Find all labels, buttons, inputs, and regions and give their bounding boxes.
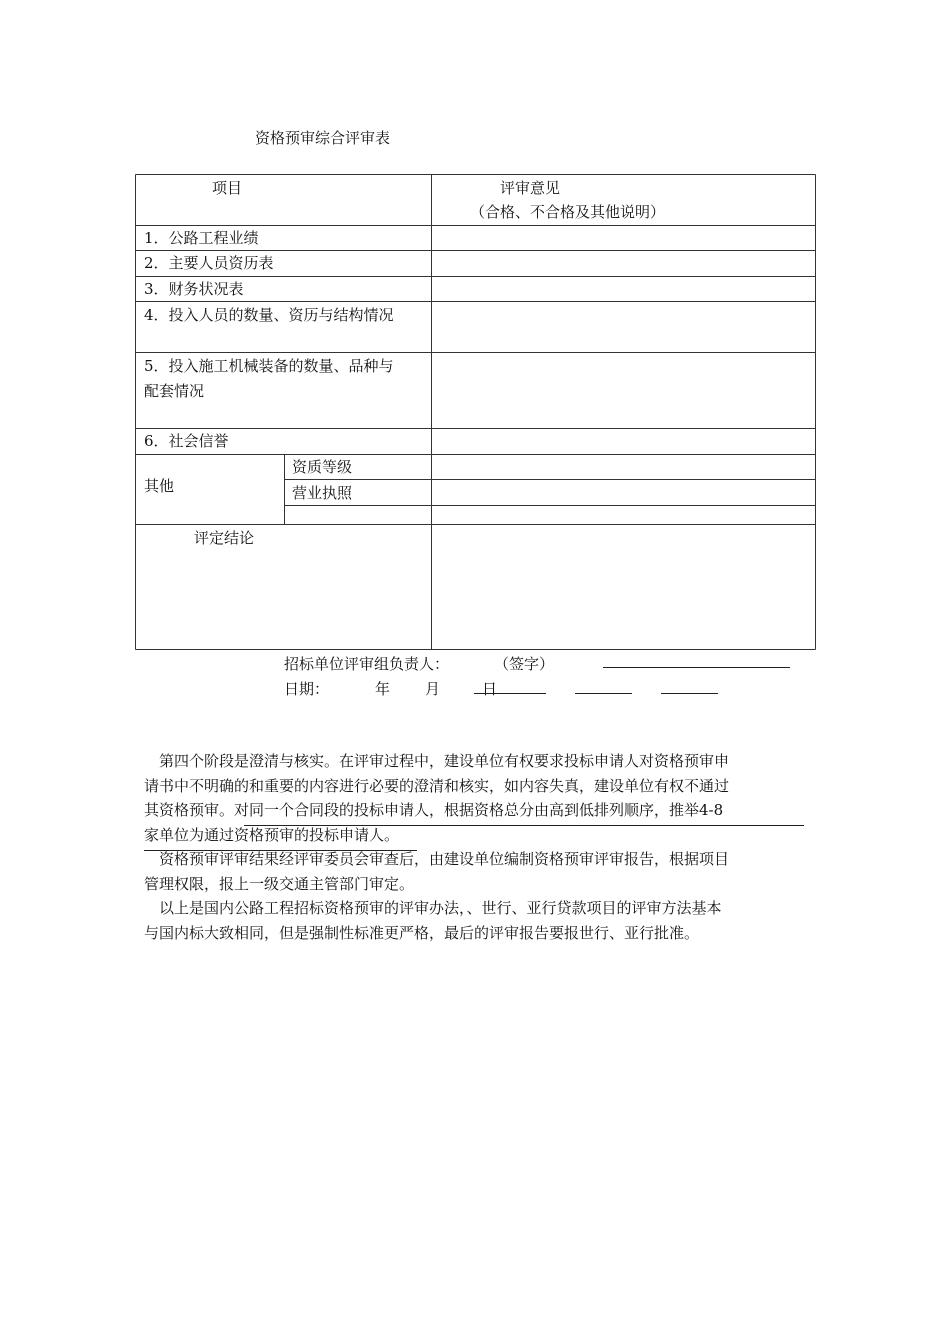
other-sub-label: 营业执照 <box>292 484 353 502</box>
sign-note: （签字） <box>494 655 555 673</box>
conclusion-label: 评定结论 <box>194 529 255 547</box>
row-label: 1．公路工程业绩 <box>144 229 259 247</box>
date-year-label: 年 <box>375 680 391 698</box>
header-item: 项目 <box>212 179 243 197</box>
date-day-label: 日 <box>482 680 498 698</box>
paragraph-line: 其资格预审。对同一个合同段的投标申请人，根据资格总分由高到低排列顺序，推举4-8 <box>144 801 724 819</box>
row-label: 2．主要人员资历表 <box>144 254 274 272</box>
paragraph-line: 与国内标大致相同，但是强制性标准更严格，最后的评审报告要报世行、亚行批准。 <box>144 923 700 942</box>
underline-mark <box>244 825 804 826</box>
date-line <box>474 693 546 694</box>
underlined-text: 对同一个合同段的投标申请人，根据资格总分由高到低排列顺序，推举4-8 <box>234 801 724 819</box>
date-line <box>575 693 632 694</box>
row-label-continued: 配套情况 <box>144 382 205 400</box>
paragraph-line: 第四个阶段是澄清与核实。在评审过程中，建设单位有权要求投标申请人对资格预审申 <box>159 752 730 770</box>
paragraph-line: 以上是国内公路工程招标资格预审的评审办法，、世行、亚行贷款项目的评审方法基本 <box>159 899 722 917</box>
row-label: 3．财务状况表 <box>144 280 244 298</box>
signer-label: 招标单位评审组负责人： <box>284 655 450 673</box>
other-label: 其他 <box>144 477 175 495</box>
paragraph-line: 资格预审评审结果经评审委员会审查后，由建设单位编制资格预审评审报告，根据项目 <box>159 850 730 868</box>
date-month-label: 月 <box>425 680 441 698</box>
header-opinion: 评审意见 <box>500 179 561 197</box>
body-text <box>144 749 812 945</box>
row-label: 4．投入人员的数量、资历与结构情况 <box>144 306 394 324</box>
signature-line <box>603 667 790 668</box>
row-label: 6．社会信誉 <box>144 432 229 450</box>
header-opinion-note: （合格、不合格及其他说明） <box>470 203 666 221</box>
date-label: 日期： <box>284 680 330 698</box>
paragraph-line <box>144 823 812 848</box>
date-line <box>661 693 718 694</box>
underline-mark <box>144 850 417 851</box>
other-sub-label: 资质等级 <box>292 458 353 476</box>
page-title: 资格预审综合评审表 <box>255 129 391 147</box>
paragraph-line: 管理权限，报上一级交通主管部门审定。 <box>144 874 415 893</box>
row-label: 5．投入施工机械装备的数量、品种与 <box>144 357 394 375</box>
underlined-text: 家单位为通过资格预审的投标申请人。 <box>144 825 400 844</box>
paragraph-line: 请书中不明确的和重要的内容进行必要的澄清和核实，如内容失真，建设单位有权不通过 <box>144 776 730 795</box>
